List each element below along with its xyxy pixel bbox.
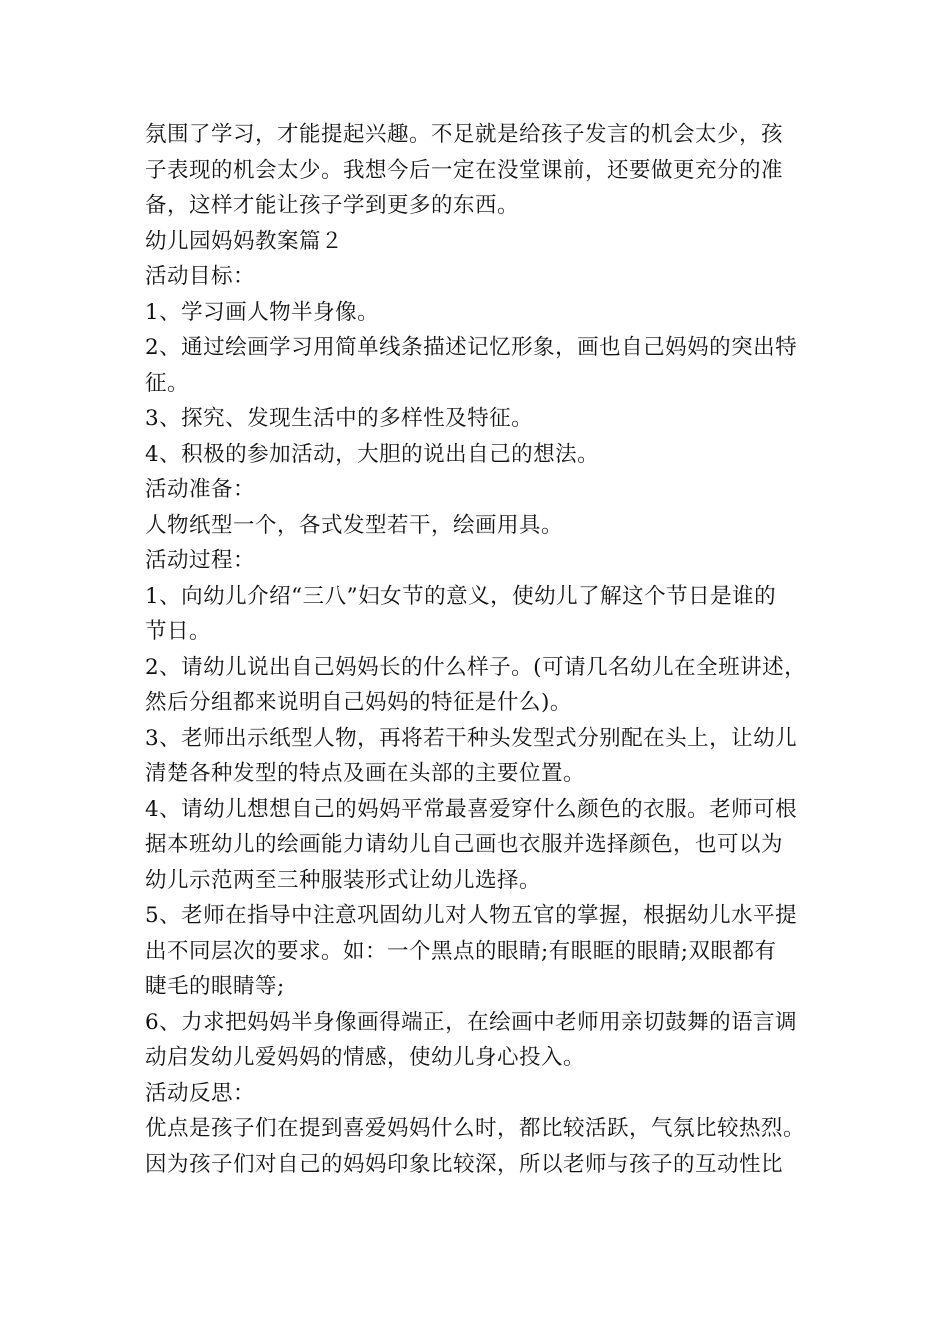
text-line: 节日。: [145, 619, 212, 644]
list-item: 4、请幼儿想想自己的妈妈平常最喜爱穿什么颜色的衣服。老师可根: [145, 796, 798, 822]
list-item: 5、老师在指导中注意巩固幼儿对人物五官的掌握，根据幼儿水平提: [145, 903, 798, 928]
text-line: 人物纸型一个，各式发型若干，绘画用具。: [145, 512, 564, 538]
text-line: 动启发幼儿爱妈妈的情感，使幼儿身心投入。: [145, 1045, 586, 1070]
subheading-preparation: 活动准备：: [145, 477, 256, 502]
list-item: 2、通过绘画学习用简单线条描述记忆形象，画也自己妈妈的突出特: [145, 335, 798, 360]
list-item: 4、积极的参加活动，大胆的说出自己的想法。: [145, 441, 600, 467]
subheading-reflection: 活动反思：: [145, 1080, 256, 1106]
text-line: 据本班幼儿的绘画能力请幼儿自己画也衣服并选择颜色，也可以为: [145, 832, 784, 857]
text-line: 子表现的机会太少。我想今后一定在没堂课前，还要做更充分的准: [145, 157, 784, 183]
list-item: 1、学习画人物半身像。: [145, 299, 380, 325]
text-line: 征。: [145, 370, 190, 396]
text-line: 清楚各种发型的特点及画在头部的主要位置。: [145, 761, 586, 786]
text-line: 因为孩子们对自己的妈妈印象比较深，所以老师与孩子的互动性比: [145, 1151, 784, 1177]
text-line: 睫毛的眼睛等;: [145, 974, 285, 999]
text-line: 然后分组都来说明自己妈妈的特征是什么)。: [145, 690, 572, 715]
list-item: 1、向幼儿介绍“三八”妇女节的意义，使幼儿了解这个节日是谁的: [145, 583, 777, 609]
document-body: [145, 117, 825, 1182]
text-line: 幼儿示范两至三种服装形式让幼儿选择。: [145, 867, 542, 893]
list-item: 3、老师出示纸型人物，再将若干种头发型式分别配在头上，让幼儿: [145, 725, 798, 751]
list-item: 3、探究、发现生活中的多样性及特征。: [145, 406, 534, 431]
list-item: 2、请幼儿说出自己妈妈长的什么样子。(可请几名幼儿在全班讲述，: [145, 654, 807, 680]
text-line: 出不同层次的要求。如：一个黑点的眼睛;有眼眶的眼睛;双眼都有: [145, 938, 777, 964]
subheading-goals: 活动目标：: [145, 264, 256, 289]
list-item: 6、力求把妈妈半身像画得端正，在绘画中老师用亲切鼓舞的语言调: [145, 1009, 798, 1035]
text-line: 氛围了学习，才能提起兴趣。不足就是给孩子发言的机会太少，孩: [145, 122, 784, 147]
subheading-process: 活动过程：: [145, 548, 256, 573]
text-line: 优点是孩子们在提到喜爱妈妈什么时，都比较活跃，气氛比较热烈。: [145, 1116, 806, 1141]
section-heading: 幼儿园妈妈教案篇２: [145, 228, 344, 254]
text-line: 备，这样才能让孩子学到更多的东西。: [145, 193, 520, 218]
